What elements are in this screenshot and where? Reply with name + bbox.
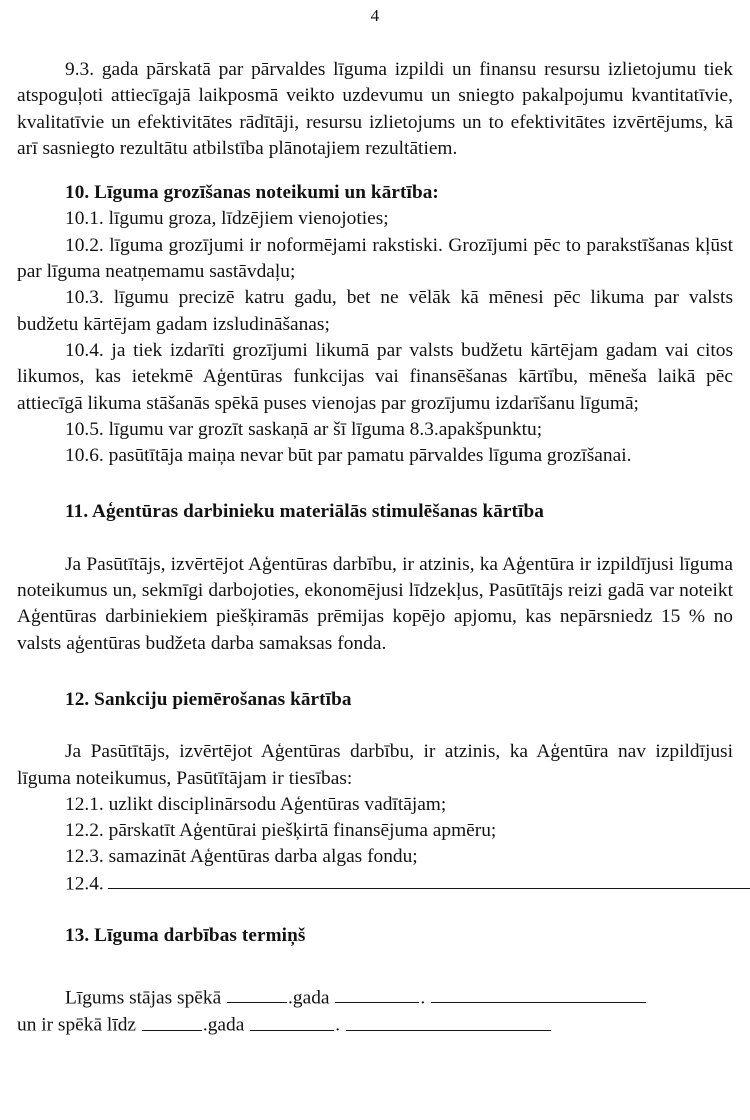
clause-12-4-label: 12.4. [65, 873, 104, 895]
term-line1-text-1: Līgums stājas spēkā [65, 987, 222, 1009]
spacer [17, 469, 733, 499]
term-line1-year-blank[interactable] [227, 984, 287, 1003]
term-clause-line-2 [17, 1011, 733, 1039]
term-line2-text-1: un ir spēkā līdz [17, 1014, 137, 1036]
clause-10-4: 10.4. ja tiek izdarīti grozījumi likumā par valsts budžetu kārtējam gadam vai citos likumos, kas ietekmē Aģentūras funkcijas vai finansēšanas kārtību, mēneša laikā pēc attiecīgā likuma stāšanās spēkā puses vienojas par grozījumu izdarīšanu līgumā; [17, 339, 733, 414]
term-line2-year-blank[interactable] [142, 1011, 202, 1030]
term-line1-text-2: .gada [288, 987, 330, 1009]
term-line2-text-3: . [335, 1014, 341, 1036]
term-line1-tail-blank[interactable] [431, 984, 646, 1003]
term-line1-day-blank[interactable] [335, 984, 419, 1003]
header-spacer [17, 26, 733, 57]
spacer [17, 162, 733, 180]
clause-12-4 [17, 871, 733, 898]
clause-12-3: 12.3. samazināt Aģentūras darba algas fondu; [65, 846, 418, 868]
term-line2-text-2: .gada [202, 1014, 245, 1036]
clause-12-4-fill-blank[interactable] [108, 871, 750, 889]
clause-10-5: 10.5. līgumu var grozīt saskaņā ar šī līguma 8.3.apakšpunktu; [65, 418, 543, 440]
term-clause-line-1 [17, 984, 733, 1012]
clause-10-1: 10.1. līgumu groza, līdzējiem vienojoties; [65, 208, 389, 230]
spacer [17, 526, 733, 552]
spacer [17, 897, 733, 923]
heading-13: 13. Līguma darbības termiņš [65, 925, 306, 947]
spacer [17, 657, 733, 687]
clause-12-1: 12.1. uzlikt disciplinārsodu Aģentūras vadītājam; [65, 793, 447, 815]
clause-10-2: 10.2. līguma grozījumi ir noformējami rakstiski. Grozījumi pēc to parakstīšanas kļūst par līguma neatņemamu sastāvdaļu; [17, 234, 733, 283]
clause-10-6: 10.6. pasūtītāja maiņa nevar būt par pamatu pārvaldes līguma grozīšanai. [65, 445, 632, 467]
heading-11: 11. Aģentūras darbinieku materiālās stimulēšanas kārtība [65, 501, 544, 523]
heading-10: 10. Līguma grozīšanas noteikumi un kārtība: [65, 182, 439, 204]
term-line2-tail-blank[interactable] [346, 1011, 551, 1030]
clause-9-3: 9.3. gada pārskatā par pārvaldes līguma izpildi un finansu resursu izlietojumu tiek atspoguļoti attiecīgajā laikposmā veikto uzdevumu un sniegto pakalpojumu kvantitatīvie, kvalitatīvie un efektivitātes rādītāji, resursu izlietojums un to efektivitātes izvērtējums, kā arī sasniegto rezultātu atbilstība plānotajiem rezultātiem. [17, 59, 733, 159]
clause-12-2: 12.2. pārskatīt Aģentūrai piešķirtā finansējuma apmēru; [65, 820, 497, 842]
spacer [17, 950, 733, 984]
paragraph-11-body: Ja Pasūtītājs, izvērtējot Aģentūras darbību, ir atzinis, ka Aģentūra ir izpildījusi līguma noteikumus un, sekmīgi darbojoties, ekonomējusi līdzekļus, Pasūtītājs reizi gadā var noteikt Aģentūras darbiniekiem piešķiramās prēmijas kopējo apjomu, kas nepārsniedz 15 % no valsts aģentūras budžeta darba samaksas fonda. [17, 553, 733, 654]
paragraph-12-body: Ja Pasūtītājs, izvērtējot Aģentūras darbību, ir atzinis, ka Aģentūra nav izpildījusi līguma noteikumus, Pasūtītājam ir tiesības: [17, 741, 733, 789]
heading-12: 12. Sankciju piemērošanas kārtība [65, 688, 352, 710]
term-line2-day-blank[interactable] [250, 1011, 334, 1030]
term-line1-text-3: . [420, 987, 426, 1009]
clause-10-3: 10.3. līgumu precizē katru gadu, bet ne vēlāk kā mēnesi pēc likuma par valsts budžetu kārtējam gadam izsludināšanas; [17, 287, 733, 335]
spacer [17, 713, 733, 739]
page-number: 4 [370, 6, 380, 25]
